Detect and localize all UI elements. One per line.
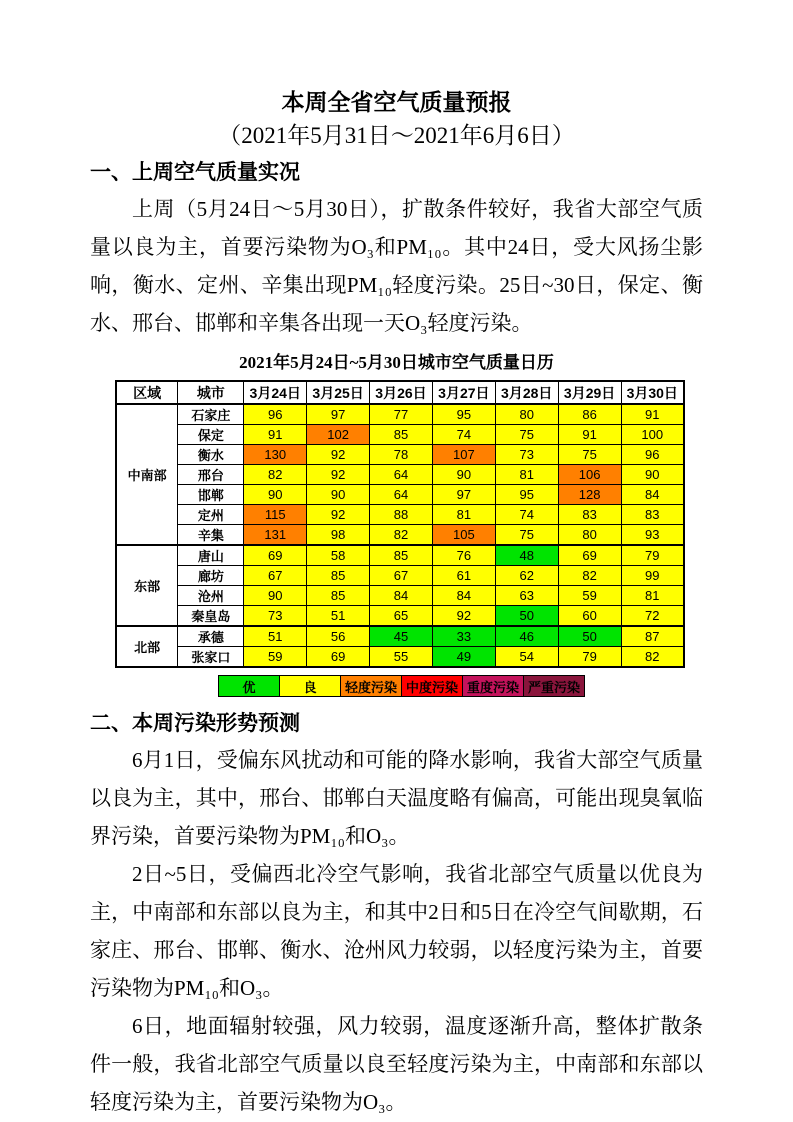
table-header-cell: 3月25日: [307, 381, 370, 404]
aqi-value-cell: 83: [558, 505, 621, 525]
city-cell: 承德: [178, 626, 244, 647]
aqi-value-cell: 67: [370, 566, 433, 586]
aqi-value-cell: 80: [558, 525, 621, 546]
aqi-value-cell: 59: [244, 647, 307, 668]
table-row: [116, 626, 684, 647]
table-body: [116, 404, 684, 667]
aqi-value-cell: 73: [495, 445, 558, 465]
aqi-value-cell: 85: [370, 425, 433, 445]
section2-paragraph-2: 2日~5日，受偏西北冷空气影响，我省北部空气质量以优良为主，中南部和东部以良为主，和其中2日和5日在冷空气间歇期，石家庄、邢台、邯郸、衡水、沧州风力较弱，以轻度污染为主，首要污染物为PM₁₀和O₃。: [90, 862, 703, 1000]
aqi-value-cell: 90: [244, 586, 307, 606]
table-header-cell: 城市: [178, 381, 244, 404]
region-cell: 中南部: [116, 404, 178, 545]
city-cell: 保定: [178, 425, 244, 445]
aqi-table-title: 2021年5月24日~5月30日城市空气质量日历: [239, 353, 554, 372]
section1-heading: 一、上周空气质量实况: [90, 161, 300, 184]
table-header-cell: 3月29日: [558, 381, 621, 404]
table-header-cell: 3月27日: [432, 381, 495, 404]
city-cell: 石家庄: [178, 404, 244, 425]
doc-subtitle: （2021年5月31日～2021年6月6日）: [218, 123, 575, 148]
aqi-value-cell: 93: [621, 525, 684, 546]
aqi-value-cell: 85: [370, 545, 433, 566]
aqi-value-cell: 85: [307, 566, 370, 586]
legend-item: 良: [280, 675, 341, 697]
aqi-value-cell: 62: [495, 566, 558, 586]
table-row: [116, 525, 684, 546]
table-row: [116, 647, 684, 668]
table-row: [116, 485, 684, 505]
aqi-legend: [218, 675, 703, 697]
aqi-value-cell: 74: [495, 505, 558, 525]
aqi-value-cell: 46: [495, 626, 558, 647]
aqi-value-cell: 58: [307, 545, 370, 566]
table-header-cell: 3月28日: [495, 381, 558, 404]
aqi-value-cell: 74: [432, 425, 495, 445]
aqi-value-cell: 90: [307, 485, 370, 505]
aqi-value-cell: 80: [495, 404, 558, 425]
aqi-value-cell: 81: [432, 505, 495, 525]
table-header-cell: 3月24日: [244, 381, 307, 404]
aqi-value-cell: 95: [495, 485, 558, 505]
section2-heading: 二、本周污染形势预测: [90, 712, 300, 735]
city-cell: 邢台: [178, 465, 244, 485]
aqi-value-cell: 82: [558, 566, 621, 586]
table-row: [116, 505, 684, 525]
aqi-value-cell: 55: [370, 647, 433, 668]
table-row: [116, 445, 684, 465]
aqi-value-cell: 64: [370, 465, 433, 485]
table-header-cell: 3月26日: [370, 381, 433, 404]
aqi-value-cell: 72: [621, 606, 684, 627]
aqi-value-cell: 64: [370, 485, 433, 505]
aqi-value-cell: 85: [307, 586, 370, 606]
aqi-value-cell: 83: [621, 505, 684, 525]
aqi-value-cell: 131: [244, 525, 307, 546]
aqi-value-cell: 96: [244, 404, 307, 425]
city-cell: 邯郸: [178, 485, 244, 505]
aqi-value-cell: 76: [432, 545, 495, 566]
aqi-value-cell: 75: [495, 525, 558, 546]
aqi-value-cell: 90: [432, 465, 495, 485]
aqi-value-cell: 91: [621, 404, 684, 425]
table-row: [116, 465, 684, 485]
aqi-value-cell: 92: [307, 465, 370, 485]
aqi-value-cell: 92: [307, 445, 370, 465]
aqi-value-cell: 105: [432, 525, 495, 546]
doc-title: 本周全省空气质量预报: [281, 89, 512, 115]
table-row: [116, 566, 684, 586]
aqi-value-cell: 90: [621, 465, 684, 485]
aqi-value-cell: 73: [244, 606, 307, 627]
aqi-value-cell: 100: [621, 425, 684, 445]
table-header-cell: 区域: [116, 381, 178, 404]
aqi-value-cell: 102: [307, 425, 370, 445]
section2-paragraph-1: 6月1日，受偏东风扰动和可能的降水影响，我省大部空气质量以良为主，其中，邢台、邯郸白天温度略有偏高，可能出现臭氧临界污染，首要污染物为PM₁₀和O₃。: [90, 748, 703, 848]
city-cell: 唐山: [178, 545, 244, 566]
aqi-value-cell: 50: [558, 626, 621, 647]
aqi-value-cell: 82: [370, 525, 433, 546]
aqi-value-cell: 49: [432, 647, 495, 668]
aqi-value-cell: 77: [370, 404, 433, 425]
aqi-value-cell: 90: [244, 485, 307, 505]
table-header-cell: 3月30日: [621, 381, 684, 404]
table-row: [116, 404, 684, 425]
city-cell: 张家口: [178, 647, 244, 668]
aqi-value-cell: 61: [432, 566, 495, 586]
region-cell: 东部: [116, 545, 178, 626]
aqi-value-cell: 56: [307, 626, 370, 647]
aqi-value-cell: 98: [307, 525, 370, 546]
aqi-value-cell: 99: [621, 566, 684, 586]
aqi-value-cell: 81: [621, 586, 684, 606]
aqi-value-cell: 51: [244, 626, 307, 647]
aqi-value-cell: 91: [244, 425, 307, 445]
legend-item: 严重污染: [524, 675, 585, 697]
table-row: [116, 586, 684, 606]
aqi-value-cell: 63: [495, 586, 558, 606]
city-cell: 沧州: [178, 586, 244, 606]
aqi-value-cell: 45: [370, 626, 433, 647]
aqi-value-cell: 82: [244, 465, 307, 485]
aqi-value-cell: 79: [621, 545, 684, 566]
aqi-value-cell: 95: [432, 404, 495, 425]
aqi-value-cell: 115: [244, 505, 307, 525]
aqi-value-cell: 84: [621, 485, 684, 505]
city-cell: 廊坊: [178, 566, 244, 586]
aqi-value-cell: 82: [621, 647, 684, 668]
aqi-value-cell: 59: [558, 586, 621, 606]
aqi-value-cell: 96: [621, 445, 684, 465]
aqi-value-cell: 81: [495, 465, 558, 485]
aqi-value-cell: 87: [621, 626, 684, 647]
section2-paragraph-3: 6日，地面辐射较强，风力较弱，温度逐渐升高，整体扩散条件一般，我省北部空气质量以良至轻度污染为主，中南部和东部以轻度污染为主，首要污染物为O₃。: [90, 1014, 703, 1114]
table-row: [116, 606, 684, 627]
aqi-value-cell: 48: [495, 545, 558, 566]
aqi-value-cell: 69: [558, 545, 621, 566]
legend-item: 中度污染: [402, 675, 463, 697]
table-header-row: [116, 381, 684, 404]
aqi-value-cell: 51: [307, 606, 370, 627]
aqi-value-cell: 86: [558, 404, 621, 425]
aqi-value-cell: 91: [558, 425, 621, 445]
region-cell: 北部: [116, 626, 178, 667]
aqi-value-cell: 107: [432, 445, 495, 465]
aqi-value-cell: 75: [558, 445, 621, 465]
aqi-value-cell: 67: [244, 566, 307, 586]
aqi-value-cell: 75: [495, 425, 558, 445]
aqi-value-cell: 97: [307, 404, 370, 425]
city-cell: 定州: [178, 505, 244, 525]
aqi-value-cell: 60: [558, 606, 621, 627]
aqi-value-cell: 128: [558, 485, 621, 505]
legend-item: 优: [218, 675, 280, 697]
aqi-value-cell: 69: [307, 647, 370, 668]
city-cell: 衡水: [178, 445, 244, 465]
aqi-value-cell: 84: [370, 586, 433, 606]
legend-item: 重度污染: [463, 675, 524, 697]
aqi-value-cell: 106: [558, 465, 621, 485]
city-cell: 辛集: [178, 525, 244, 546]
aqi-value-cell: 33: [432, 626, 495, 647]
table-row: [116, 425, 684, 445]
aqi-value-cell: 84: [432, 586, 495, 606]
section1-paragraph: 上周（5月24日～5月30日），扩散条件较好，我省大部空气质量以良为主，首要污染物为O₃和PM₁₀。其中24日，受大风扬尘影响，衡水、定州、辛集出现PM₁₀轻度污染。25日~30日，保定、衡水、邢台、邯郸和辛集各出现一天O₃轻度污染。: [90, 197, 703, 335]
aqi-value-cell: 92: [432, 606, 495, 627]
aqi-value-cell: 69: [244, 545, 307, 566]
aqi-value-cell: 130: [244, 445, 307, 465]
aqi-value-cell: 97: [432, 485, 495, 505]
legend-item: 轻度污染: [341, 675, 402, 697]
aqi-value-cell: 78: [370, 445, 433, 465]
aqi-calendar-table: [115, 380, 685, 668]
aqi-value-cell: 65: [370, 606, 433, 627]
table-row: [116, 545, 684, 566]
aqi-value-cell: 50: [495, 606, 558, 627]
aqi-value-cell: 79: [558, 647, 621, 668]
aqi-value-cell: 88: [370, 505, 433, 525]
aqi-value-cell: 92: [307, 505, 370, 525]
aqi-value-cell: 54: [495, 647, 558, 668]
city-cell: 秦皇岛: [178, 606, 244, 627]
